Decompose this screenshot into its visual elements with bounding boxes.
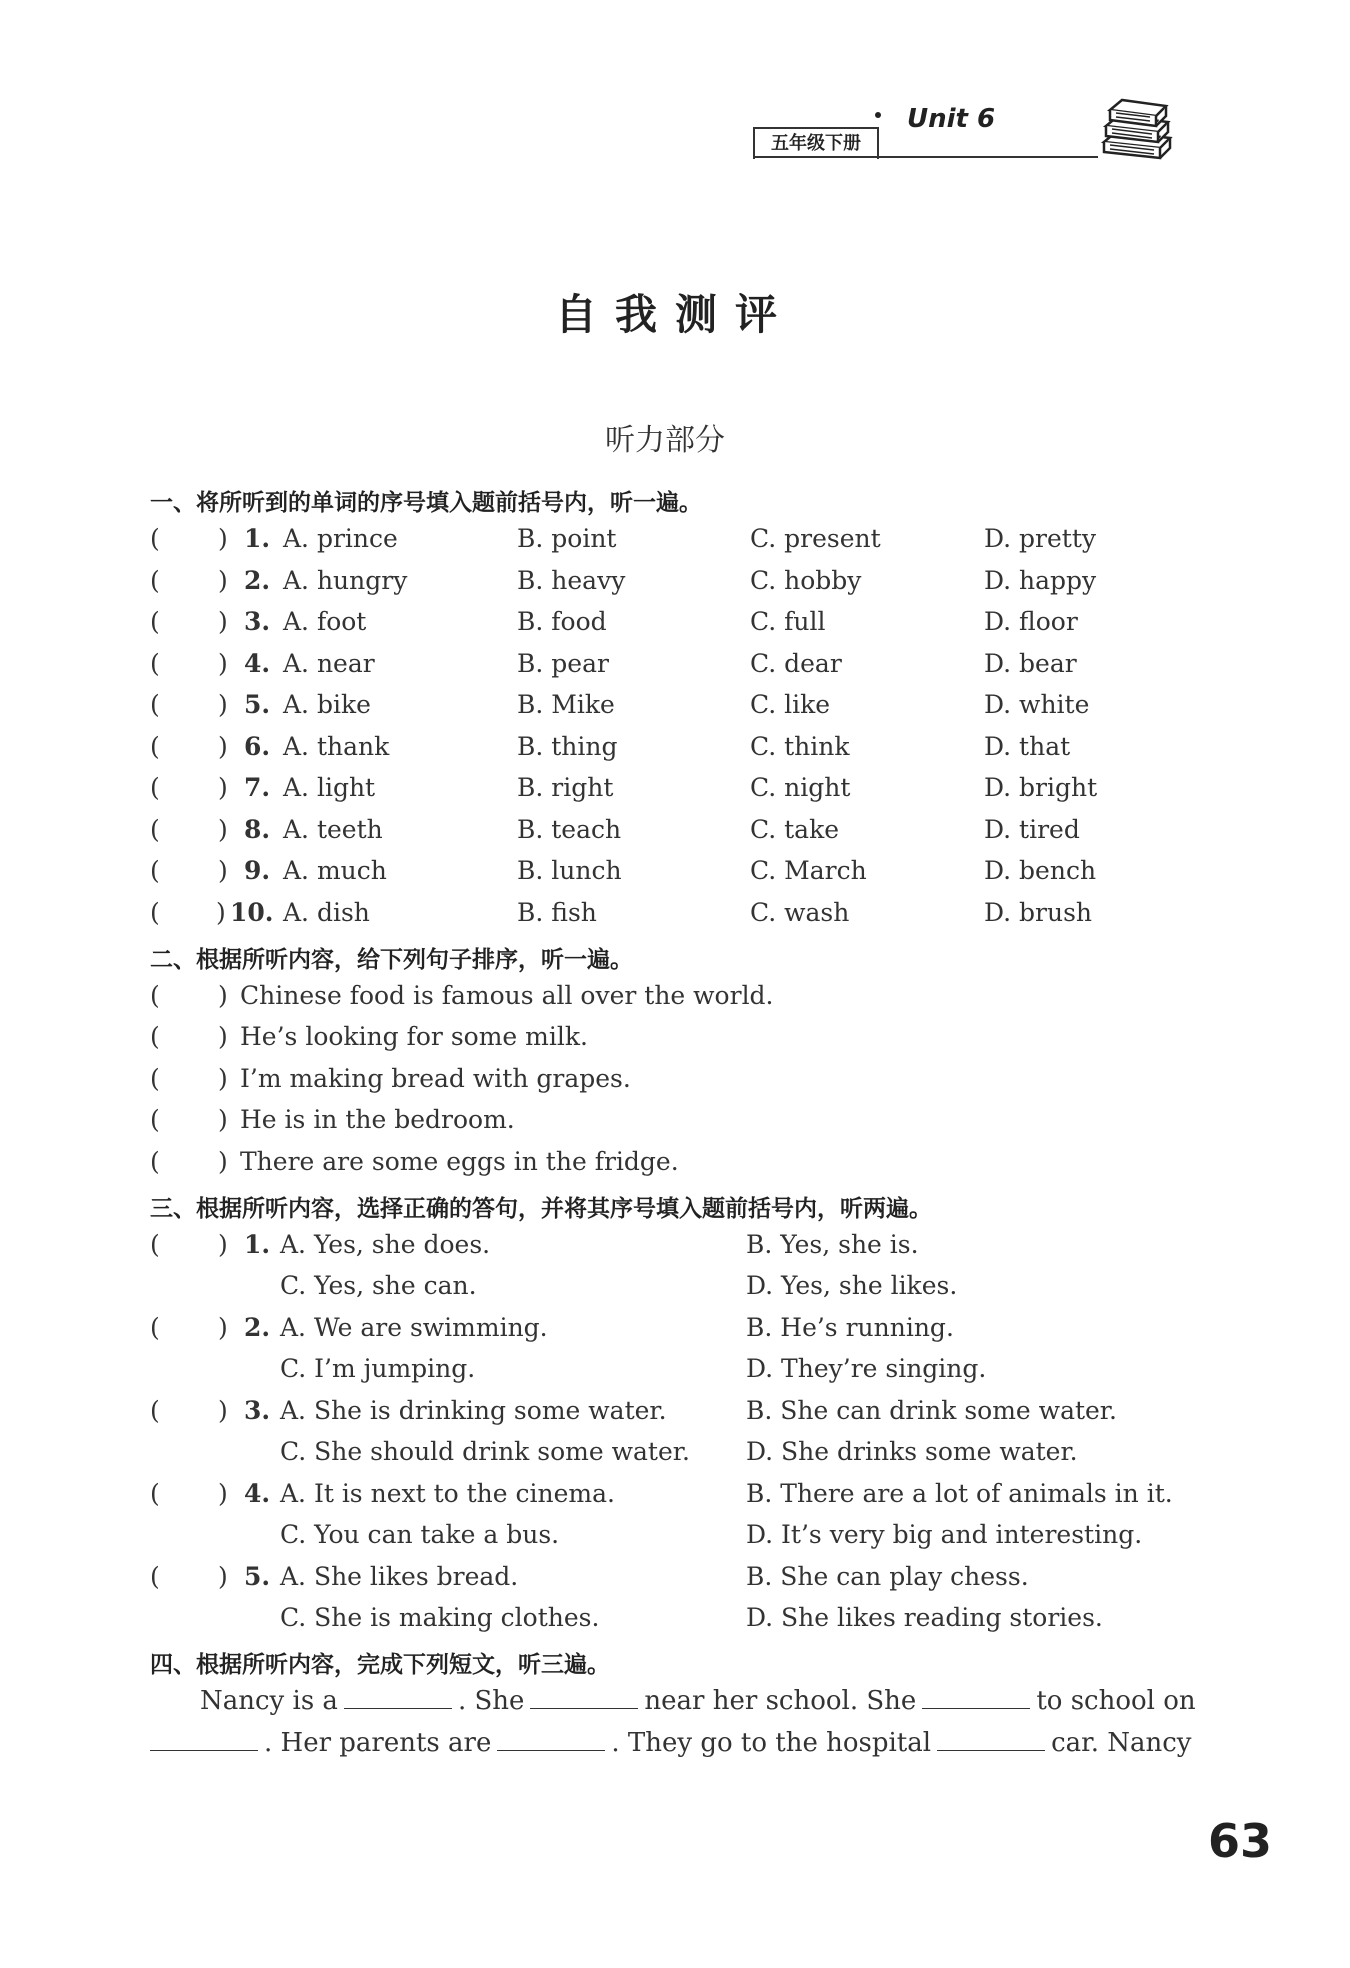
answer-paren-open: ( — [150, 1147, 160, 1176]
answer-paren-open: ( — [150, 815, 160, 844]
option-b: B. lunch — [517, 856, 622, 885]
answer-paren-close: ) — [218, 649, 228, 678]
answer-paren-close: ) — [218, 566, 228, 595]
answer-paren-open: ( — [150, 1022, 160, 1051]
option-d: D. tired — [984, 815, 1080, 844]
option-a: A. dish — [283, 898, 370, 927]
answer-paren-open: ( — [150, 1562, 160, 1591]
answer-paren-close: ) — [218, 732, 228, 761]
passage — [150, 1680, 1196, 1764]
option-c: C. March — [750, 856, 867, 885]
option-c: C. present — [750, 524, 881, 553]
option-d: D. white — [984, 690, 1090, 719]
answer-paren-open: ( — [150, 649, 160, 678]
question-number: 5. — [244, 690, 271, 719]
unit-label: Unit 6 — [907, 104, 996, 134]
option-b: B. thing — [517, 732, 618, 761]
option-a: A. teeth — [283, 815, 383, 844]
question-number: 3. — [244, 607, 271, 636]
section2-heading: 二、根据所听内容，给下列句子排序，听一遍。 — [150, 947, 633, 973]
option-b: B. He’s running. — [746, 1313, 954, 1342]
option-b: B. teach — [517, 815, 622, 844]
option-a: A. much — [283, 856, 387, 885]
section4-heading: 四、根据所听内容，完成下列短文，听三遍。 — [150, 1652, 610, 1678]
option-d: D. bear — [984, 649, 1077, 678]
question-number: 7. — [244, 773, 271, 802]
passage-text: . They go to the hospital — [611, 1728, 932, 1758]
answer-blank[interactable] — [497, 1728, 605, 1751]
option-c: C. night — [750, 773, 851, 802]
option-a: A. light — [283, 773, 376, 802]
option-b: B. She can drink some water. — [746, 1396, 1117, 1425]
sentence-text: There are some eggs in the fridge. — [240, 1147, 679, 1176]
answer-blank[interactable] — [922, 1686, 1030, 1709]
option-d: D. bench — [984, 856, 1097, 885]
answer-paren-close: ) — [218, 1396, 228, 1425]
option-b: B. Mike — [517, 690, 615, 719]
question-number: 8. — [244, 815, 271, 844]
page-title: 自我测评 — [554, 290, 795, 339]
option-a: A. foot — [283, 607, 367, 636]
option-b: B. pear — [517, 649, 609, 678]
answer-paren-open: ( — [150, 566, 160, 595]
option-d: D. floor — [984, 607, 1078, 636]
answer-blank[interactable] — [530, 1686, 638, 1709]
section1-heading: 一、将所听到的单词的序号填入题前括号内，听一遍。 — [150, 490, 702, 516]
sentence-text: He is in the bedroom. — [240, 1105, 515, 1134]
answer-paren-close: ) — [218, 1562, 228, 1591]
option-c: C. You can take a bus. — [280, 1520, 560, 1549]
option-d: D. They’re singing. — [746, 1354, 987, 1383]
answer-paren-open: ( — [150, 1479, 160, 1508]
option-d: D. Yes, she likes. — [746, 1271, 958, 1300]
passage-text: . Her parents are — [264, 1728, 492, 1758]
option-a: A. thank — [283, 732, 390, 761]
option-a: A. She likes bread. — [280, 1562, 519, 1591]
sentence-text: He’s looking for some milk. — [240, 1022, 588, 1051]
option-d: D. that — [984, 732, 1071, 761]
header-dot — [875, 112, 881, 118]
answer-blank[interactable] — [937, 1728, 1045, 1751]
option-d: D. brush — [984, 898, 1093, 927]
answer-paren-close: ) — [216, 898, 226, 927]
passage-text: car. Nancy — [1051, 1728, 1192, 1758]
option-a: A. Yes, she does. — [280, 1230, 491, 1259]
answer-paren-close: ) — [218, 773, 228, 802]
option-d: D. pretty — [984, 524, 1097, 553]
answer-paren-close: ) — [218, 981, 228, 1010]
option-b: B. heavy — [517, 566, 626, 595]
option-c-text: C. Yes, she can. — [280, 1271, 477, 1300]
answer-paren-close: ) — [218, 1230, 228, 1259]
option-b: B. fish — [517, 898, 597, 927]
passage-line-2 — [150, 1722, 1192, 1764]
answer-paren-close: ) — [218, 524, 228, 553]
option-c — [280, 1271, 477, 1300]
answer-paren-close: ) — [218, 1064, 228, 1093]
page-number: 63 — [1208, 1814, 1273, 1868]
option-b: B. right — [517, 773, 614, 802]
answer-paren-open: ( — [150, 898, 160, 927]
option-d: D. bright — [984, 773, 1098, 802]
question-number: 3. — [244, 1396, 271, 1425]
option-b: B. Yes, she is. — [746, 1230, 919, 1259]
question-number: 1. — [244, 524, 271, 553]
option-c: C. take — [750, 815, 840, 844]
option-a: A. prince — [283, 524, 398, 553]
question-number: 1. — [244, 1230, 271, 1259]
answer-paren-close: ) — [218, 1147, 228, 1176]
answer-paren-close: ) — [218, 856, 228, 885]
option-c: C. full — [750, 607, 826, 636]
answer-paren-open: ( — [150, 732, 160, 761]
option-d: D. She drinks some water. — [746, 1437, 1078, 1466]
answer-paren-close: ) — [218, 1022, 228, 1051]
answer-paren-open: ( — [150, 1396, 160, 1425]
sentence-text: Chinese food is famous all over the world. — [240, 981, 774, 1010]
passage-text: Nancy is a — [200, 1686, 338, 1716]
answer-paren-open: ( — [150, 773, 160, 802]
option-a: A. hungry — [283, 566, 408, 595]
answer-paren-close: ) — [218, 607, 228, 636]
option-c: C. think — [750, 732, 850, 761]
option-a: A. It is next to the cinema. — [280, 1479, 615, 1508]
passage-text: . She — [457, 1686, 525, 1716]
answer-paren-open: ( — [150, 1230, 160, 1259]
answer-blank[interactable] — [150, 1728, 258, 1751]
header-rule — [753, 156, 1098, 158]
option-c: C. like — [750, 690, 831, 719]
section-subtitle: 听力部分 — [605, 423, 725, 458]
answer-paren-close: ) — [218, 1479, 228, 1508]
option-c: C. She is making clothes. — [280, 1603, 600, 1632]
option-c: C. I’m jumping. — [280, 1354, 476, 1383]
passage-line-1 — [150, 1680, 1196, 1722]
answer-paren-open: ( — [150, 981, 160, 1010]
grade-label: 五年级下册 — [753, 127, 879, 159]
option-c: C. dear — [750, 649, 842, 678]
option-c: C. She should drink some water. — [280, 1437, 690, 1466]
question-number: 5. — [244, 1562, 271, 1591]
sentence-text: I’m making bread with grapes. — [240, 1064, 631, 1093]
question-number: 2. — [244, 566, 271, 595]
answer-paren-open: ( — [150, 524, 160, 553]
answer-paren-close: ) — [218, 690, 228, 719]
answer-paren-open: ( — [150, 1105, 160, 1134]
option-b: B. point — [517, 524, 617, 553]
option-a: A. She is drinking some water. — [280, 1396, 667, 1425]
answer-paren-close: ) — [218, 815, 228, 844]
option-b: B. She can play chess. — [746, 1562, 1029, 1591]
answer-paren-close: ) — [218, 1313, 228, 1342]
question-number: 9. — [244, 856, 271, 885]
books-icon — [1098, 96, 1174, 162]
answer-blank[interactable] — [344, 1686, 452, 1709]
passage-text: near her school. She — [644, 1686, 917, 1716]
option-a: A. We are swimming. — [280, 1313, 548, 1342]
question-number: 4. — [244, 1479, 271, 1508]
answer-paren-open: ( — [150, 856, 160, 885]
option-a: A. bike — [283, 690, 371, 719]
answer-paren-open: ( — [150, 1313, 160, 1342]
answer-paren-open: ( — [150, 1064, 160, 1093]
section3-heading: 三、根据所听内容，选择正确的答句，并将其序号填入题前括号内，听两遍。 — [150, 1196, 932, 1222]
option-d: D. She likes reading stories. — [746, 1603, 1103, 1632]
answer-paren-open: ( — [150, 690, 160, 719]
question-number: 10. — [230, 898, 274, 927]
option-c: C. wash — [750, 898, 850, 927]
option-b: B. food — [517, 607, 607, 636]
question-number: 4. — [244, 649, 271, 678]
answer-paren-open: ( — [150, 607, 160, 636]
passage-text: to school on — [1036, 1686, 1196, 1716]
question-number: 6. — [244, 732, 271, 761]
option-d: D. happy — [984, 566, 1097, 595]
option-b: B. There are a lot of animals in it. — [746, 1479, 1173, 1508]
option-a: A. near — [283, 649, 375, 678]
answer-paren-close: ) — [218, 1105, 228, 1134]
question-number: 2. — [244, 1313, 271, 1342]
option-d: D. It’s very big and interesting. — [746, 1520, 1143, 1549]
option-c: C. hobby — [750, 566, 862, 595]
